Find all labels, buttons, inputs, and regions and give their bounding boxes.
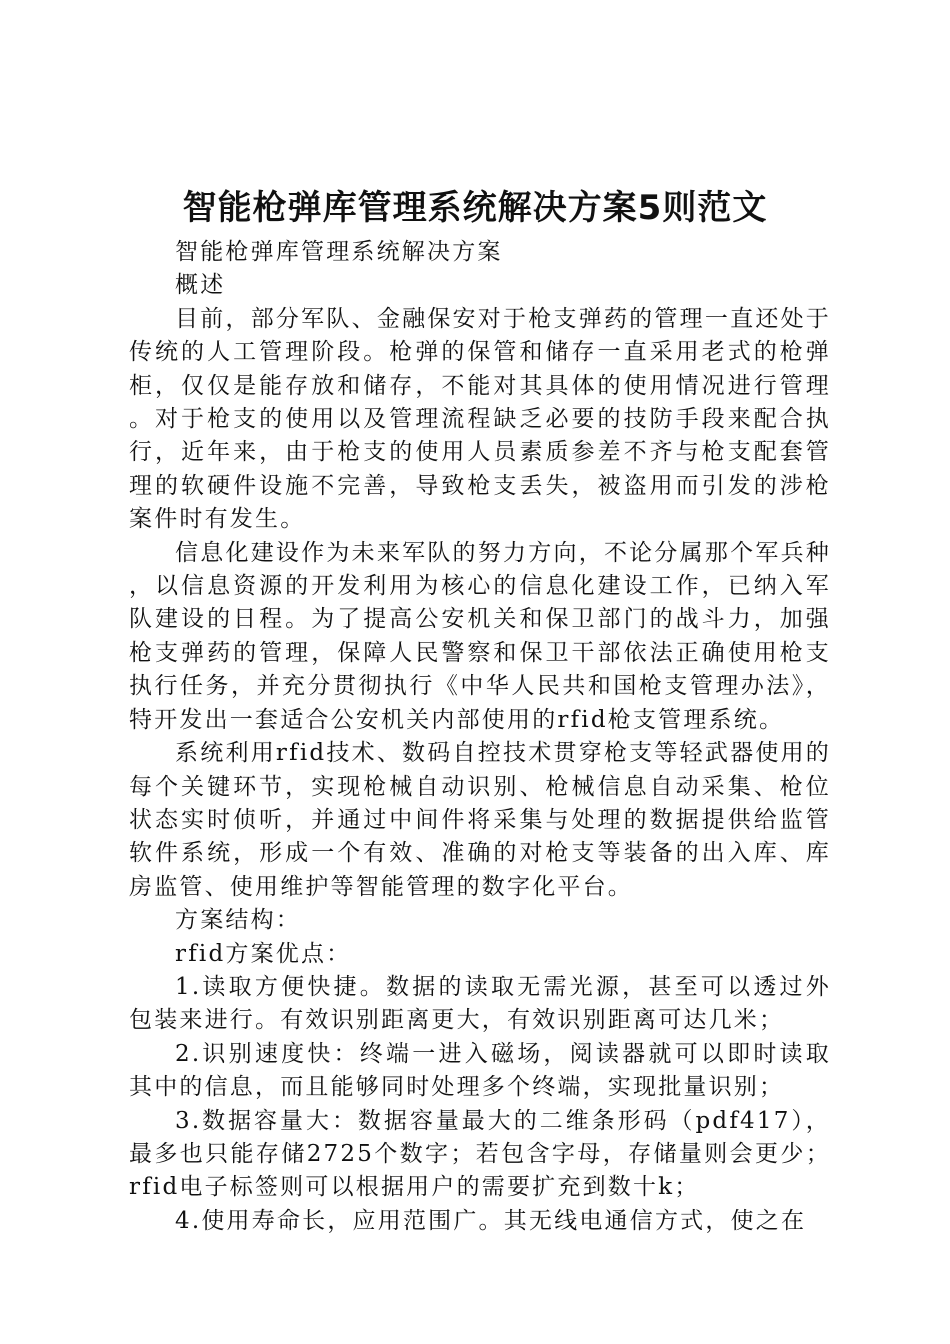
document-body (129, 236, 831, 1238)
section-heading-advantages: rfid方案优点： (175, 940, 352, 967)
list-item: 1.读取方便快捷。数据的读取无需光源，甚至可以透过外包装来进行。有效识别距离更大，有效识别距离可达几米； (129, 973, 831, 1034)
section-heading-structure: 方案结构： (175, 907, 301, 934)
list-item: 4.使用寿命长，应用范围广。其无线电通信方式，使之在 (175, 1207, 807, 1234)
document-title: 智能枪弹库管理系统解决方案5则范文 (182, 188, 768, 228)
body-paragraph: 系统利用rfid技术、数码自控技术贯穿枪支等轻武器使用的每个关键环节，实现枪械自动识别、枪械信息自动采集、枪位状态实时侦听，并通过中间件将采集与处理的数据提供给监管软件系统，形成一个有效、准确的对枪支等装备的出入库、库房监管、使用维护等智能管理的数字化平台。 (129, 740, 831, 900)
section-heading-overview: 概述 (175, 272, 226, 299)
list-item: 3.数据容量大：数据容量最大的二维条形码（pdf417），最多也只能存储2725个数字；若包含字母，存储量则会更少；rfid电子标签则可以根据用户的需要扩充到数十k； (129, 1107, 831, 1201)
body-paragraph: 信息化建设作为未来军队的努力方向，不论分属那个军兵种，以信息资源的开发利用为核心的信息化建设工作，已纳入军队建设的日程。为了提高公安机关和保卫部门的战斗力，加强枪支弹药的管理，保障人民警察和保卫干部依法正确使用枪支执行任务，并充分贯彻执行《中华人民共和国枪支管理办法》，特开发出一套适合公安机关内部使用的rfid枪支管理系统。 (129, 539, 831, 733)
body-paragraph: 目前，部分军队、金融保安对于枪支弹药的管理一直还处于传统的人工管理阶段。枪弹的保管和储存一直采用老式的枪弹柜，仅仅是能存放和储存，不能对其具体的使用情况进行管理。对于枪支的使用以及管理流程缺乏必要的技防手段来配合执行，近年来，由于枪支的使用人员素质参差不齐与枪支配套管理的软硬件设施不完善，导致枪支丢失，被盗用而引发的涉枪案件时有发生。 (129, 305, 831, 533)
subtitle-paragraph: 智能枪弹库管理系统解决方案 (175, 239, 503, 265)
list-item: 2.识别速度快：终端一进入磁场，阅读器就可以即时读取其中的信息，而且能够同时处理多个终端，实现批量识别； (129, 1040, 831, 1101)
